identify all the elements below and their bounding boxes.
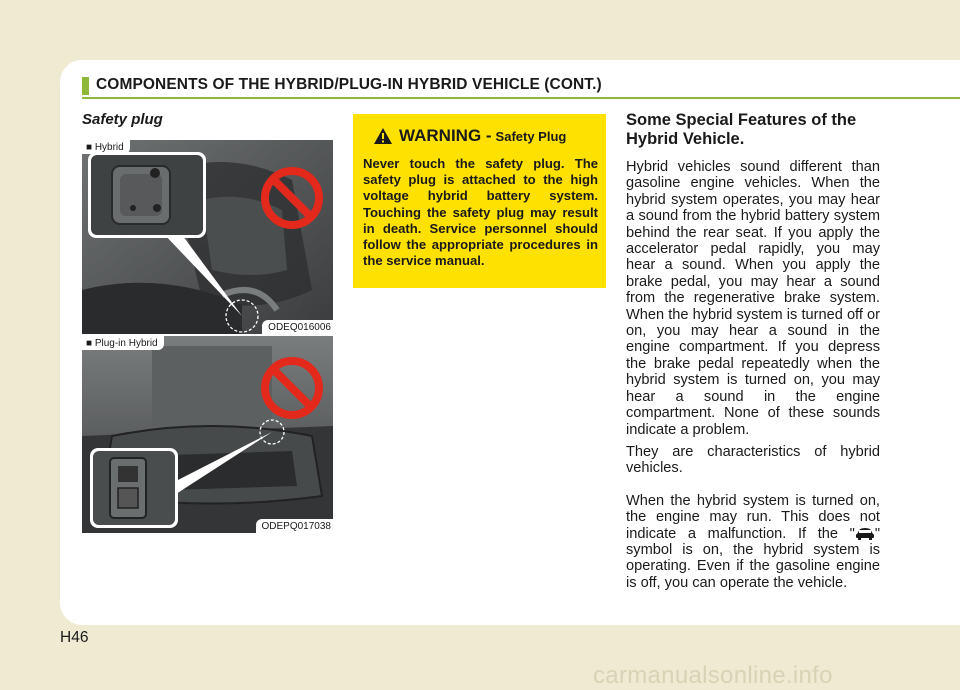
section-header [82, 76, 960, 96]
warning-word: WARNING - [399, 126, 492, 145]
figure-code: ODEQ016006 [262, 320, 333, 334]
warning-text: Never touch the safety plug. The safety plug is attached to the high voltage hybrid battery system. Touching the safety plug may result in death. Service personnel should follow the appropriate procedures in the service manual. [363, 156, 598, 269]
hybrid-photo [82, 140, 333, 334]
features-paragraph: They are characteristics of hybrid vehicles. [626, 443, 880, 477]
header-title: COMPONENTS OF THE HYBRID/PLUG-IN HYBRID VEHICLE (CONT.) [96, 76, 602, 93]
figure-hybrid [82, 140, 333, 334]
section-title: Safety plug [82, 111, 163, 128]
page-number: H46 [60, 629, 89, 646]
figure-plug-in-hybrid [82, 336, 333, 533]
warning-triangle-icon [373, 127, 393, 145]
features-paragraph [626, 493, 880, 591]
header-underline [82, 97, 960, 99]
ready-car-icon [855, 526, 875, 541]
warning-box [353, 114, 606, 288]
features-heading: Some Special Features of the Hybrid Vehicle. [626, 111, 857, 148]
header-accent [82, 77, 89, 95]
plug-in-hybrid-photo [82, 336, 333, 533]
paragraph-text: " symbol is on, the hybrid system is operating. Even if the gasoline engine is off, you can operate the vehicle. [626, 525, 880, 591]
figure-tag: ■ Hybrid [82, 140, 130, 154]
figure-tag: ■ Plug-in Hybrid [82, 336, 164, 350]
watermark: carmanualsonline.info [593, 662, 833, 689]
paragraph-text: When the hybrid system is turned on, the engine may run. This does not indicate a malfunction. If the " [626, 492, 880, 542]
features-paragraph: Hybrid vehicles sound different than gasoline engine vehicles. When the hybrid system operates, you may hear a sound from the hybrid battery system behind the rear seat. If you apply the accelerator pedal rapidly, you may hear a sound. When you apply the brake pedal, you may hear a sound from the regenerative brake system. When the hybrid system is turned off or on, you may hear a sound in the engine compartment. If you depress the brake pedal repeatedly when the hybrid system is turned on, you may hear a sound in the engine compartment. None of these sounds indicate a problem. [626, 159, 880, 438]
warning-subject: Safety Plug [495, 128, 567, 144]
features-column [626, 111, 880, 591]
figure-code: ODEPQ017038 [256, 519, 334, 533]
warning-header [363, 124, 598, 148]
